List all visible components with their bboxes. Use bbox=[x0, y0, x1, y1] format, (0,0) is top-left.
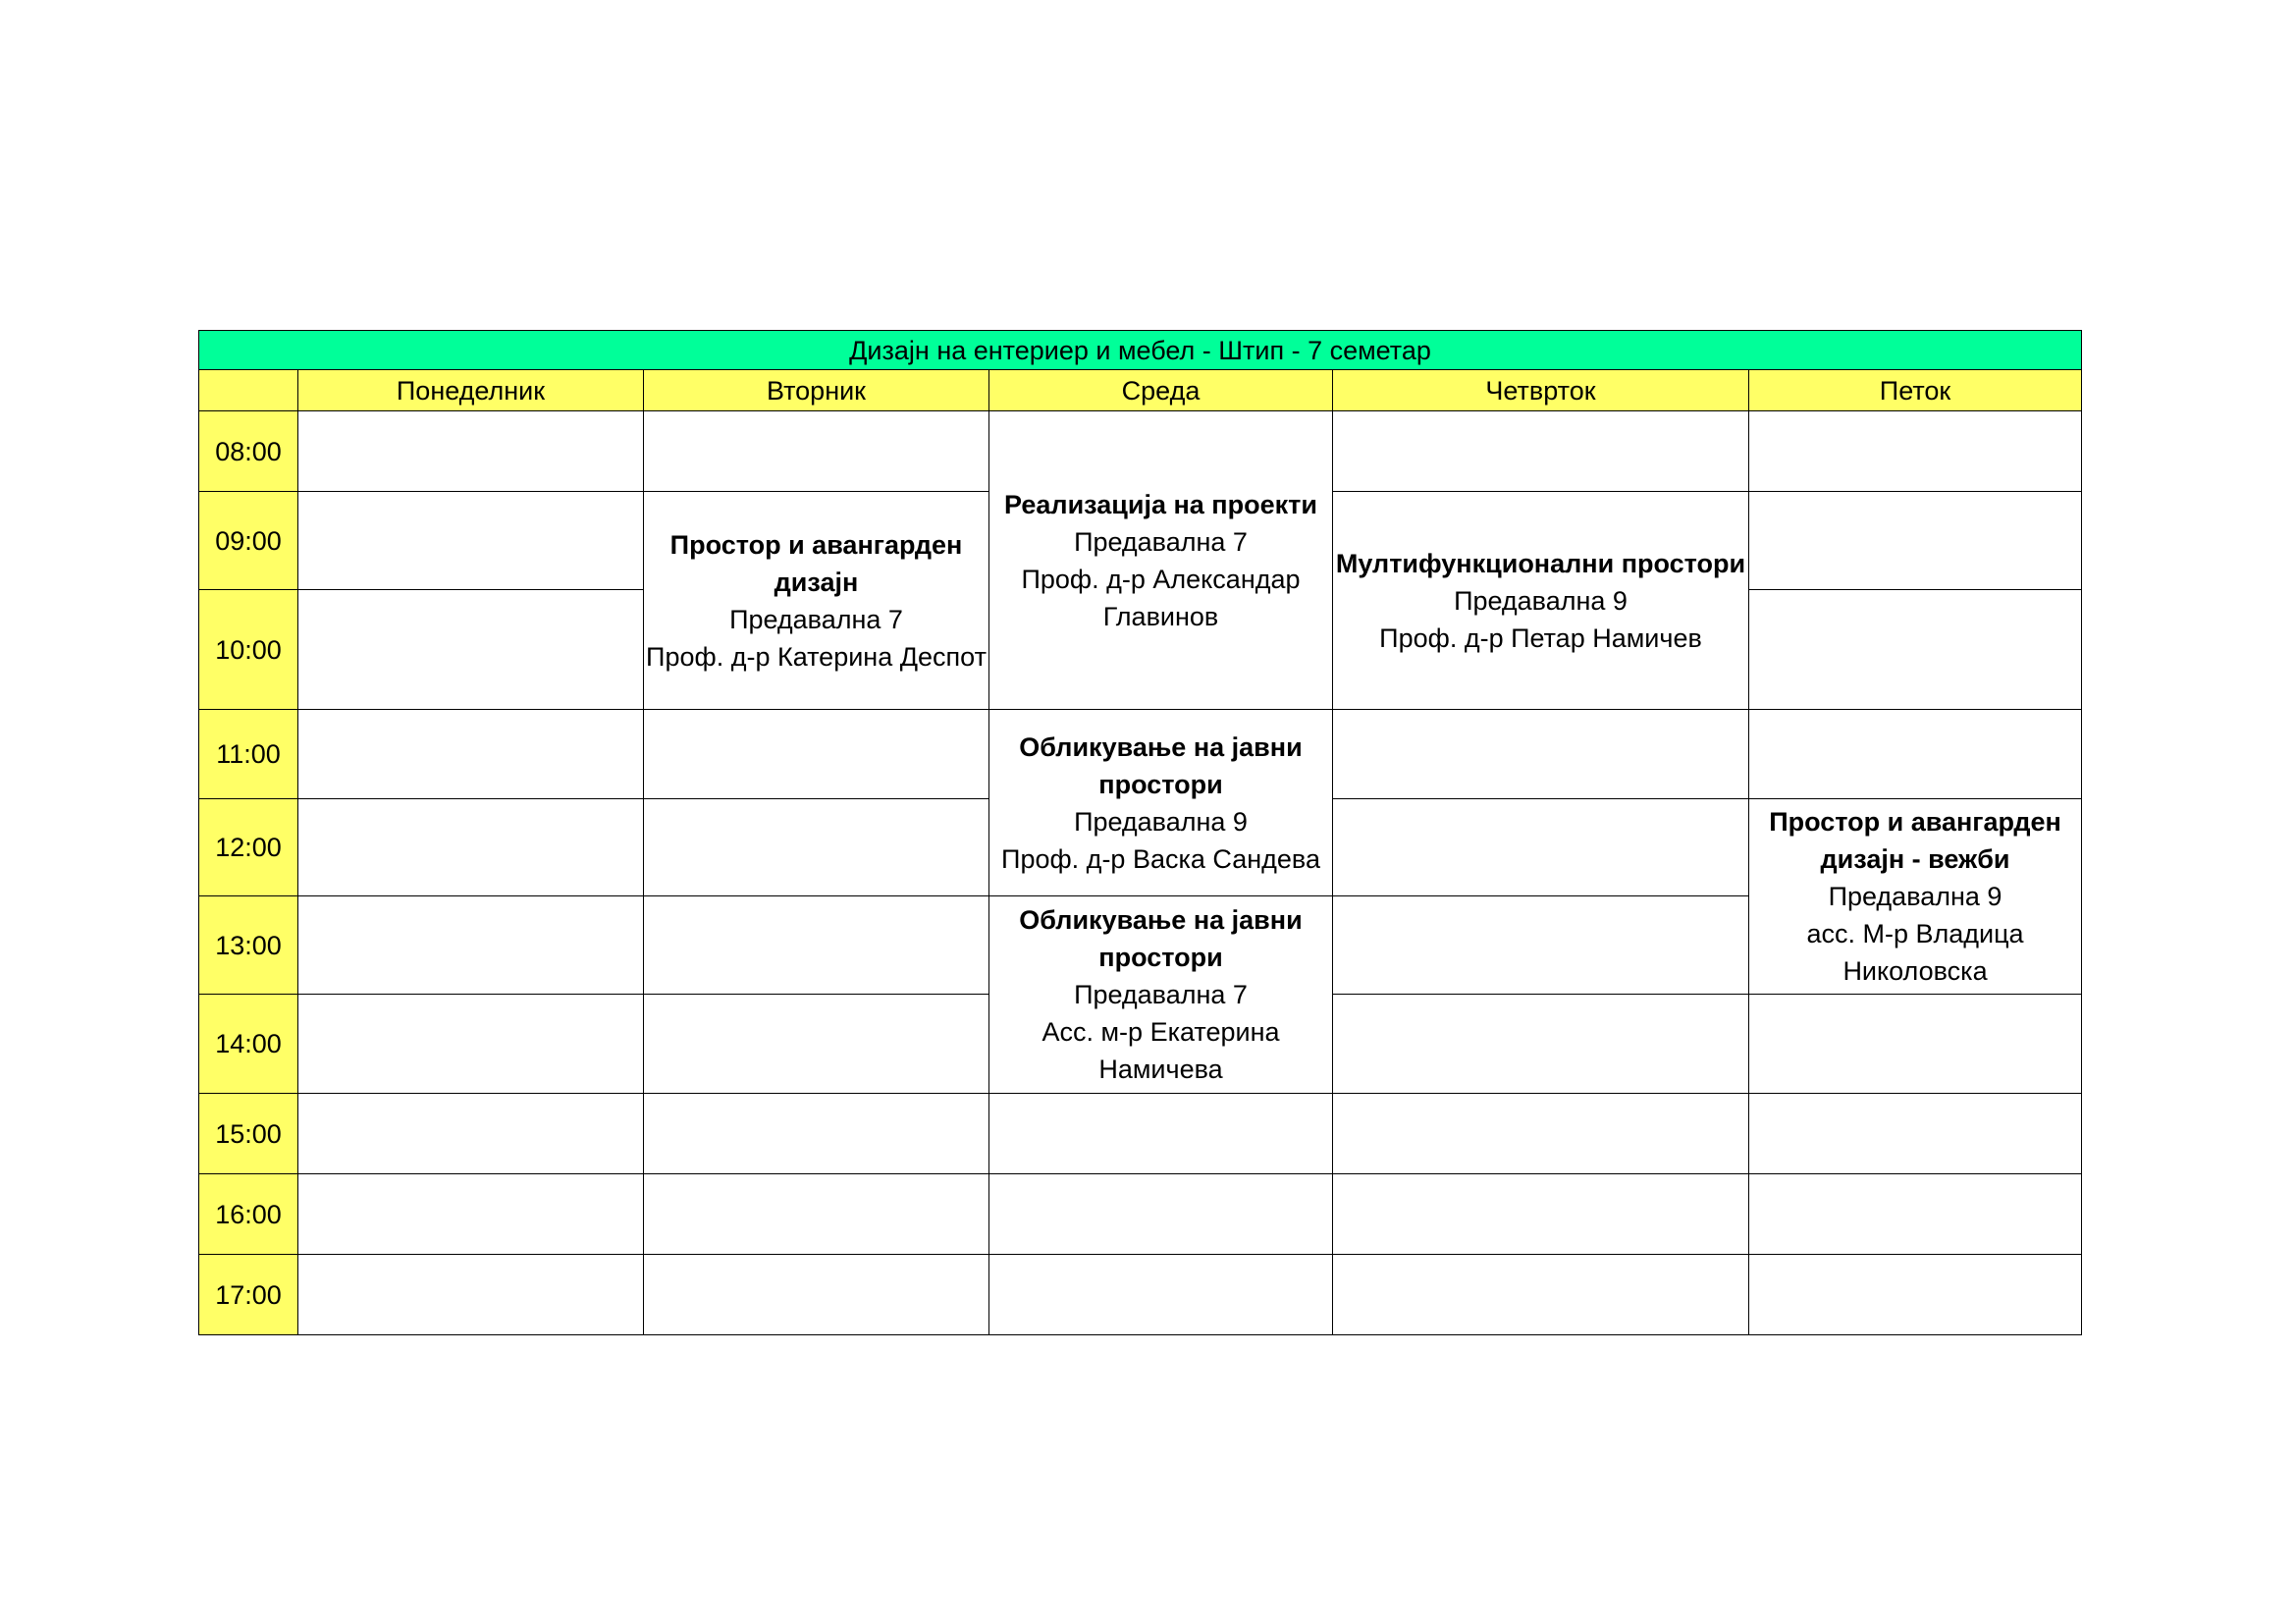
day-header-tuesday: Вторник bbox=[644, 370, 989, 411]
time-cell: 15:00 bbox=[199, 1094, 298, 1174]
empty-slot bbox=[989, 1255, 1333, 1335]
empty-slot bbox=[989, 1094, 1333, 1174]
empty-slot bbox=[1749, 1174, 2082, 1255]
time-cell: 13:00 bbox=[199, 896, 298, 995]
header-row bbox=[199, 370, 2082, 411]
empty-slot bbox=[298, 995, 644, 1094]
empty-slot bbox=[1749, 411, 2082, 492]
course-title: Мултифункционални простори bbox=[1335, 548, 1746, 578]
title-row bbox=[199, 331, 2082, 370]
time-row bbox=[199, 710, 2082, 799]
empty-slot bbox=[298, 710, 644, 799]
empty-slot bbox=[1333, 1174, 1749, 1255]
time-cell: 11:00 bbox=[199, 710, 298, 799]
empty-slot bbox=[298, 411, 644, 492]
time-cell: 14:00 bbox=[199, 995, 298, 1094]
day-header-thursday: Четврток bbox=[1333, 370, 1749, 411]
day-header-monday: Понеделник bbox=[298, 370, 644, 411]
time-cell: 17:00 bbox=[199, 1255, 298, 1335]
empty-slot bbox=[644, 1174, 989, 1255]
course-room: Предавална 7 bbox=[1074, 980, 1248, 1009]
course-lecturer: Проф. д-р Александар Главинов bbox=[1021, 564, 1301, 631]
schedule-table bbox=[198, 330, 2082, 1335]
course-cell-oblikuvanje-2 bbox=[989, 896, 1333, 1094]
time-cell: 12:00 bbox=[199, 799, 298, 896]
empty-slot bbox=[298, 590, 644, 710]
empty-slot bbox=[644, 896, 989, 995]
course-room: Предавална 7 bbox=[1074, 526, 1248, 557]
time-cell: 08:00 bbox=[199, 411, 298, 492]
empty-slot bbox=[1749, 995, 2082, 1094]
course-room: Предавална 7 bbox=[729, 604, 903, 634]
empty-slot bbox=[298, 799, 644, 896]
course-lecturer: Асс. м-р Екатерина Намичева bbox=[1041, 1017, 1280, 1084]
empty-slot bbox=[298, 1255, 644, 1335]
course-title: Реализација на проекти bbox=[1004, 489, 1317, 519]
empty-slot bbox=[1333, 411, 1749, 492]
empty-slot bbox=[1333, 710, 1749, 799]
header-corner-cell bbox=[199, 370, 298, 411]
time-row bbox=[199, 411, 2082, 492]
day-header-friday: Петок bbox=[1749, 370, 2082, 411]
empty-slot bbox=[1333, 995, 1749, 1094]
course-lecturer: Проф. д-р Петар Намичев bbox=[1379, 623, 1702, 653]
time-row bbox=[199, 1094, 2082, 1174]
course-room: Предавална 9 bbox=[1074, 806, 1248, 837]
course-title: Простор и авангарден дизајн bbox=[669, 529, 963, 597]
time-cell: 09:00 bbox=[199, 492, 298, 590]
empty-slot bbox=[1749, 1255, 2082, 1335]
time-row bbox=[199, 1174, 2082, 1255]
empty-slot bbox=[298, 1174, 644, 1255]
course-title: Обликување на јавни простори bbox=[1019, 731, 1303, 799]
empty-slot bbox=[989, 1174, 1333, 1255]
empty-slot bbox=[644, 1255, 989, 1335]
course-lecturer: асс. М-р Владица Николовска bbox=[1806, 919, 2024, 986]
empty-slot bbox=[1333, 1094, 1749, 1174]
empty-slot bbox=[1749, 492, 2082, 590]
empty-slot bbox=[1333, 799, 1749, 896]
empty-slot bbox=[644, 710, 989, 799]
empty-slot bbox=[1749, 710, 2082, 799]
empty-slot bbox=[644, 799, 989, 896]
empty-slot bbox=[644, 1094, 989, 1174]
empty-slot bbox=[644, 411, 989, 492]
time-cell: 10:00 bbox=[199, 590, 298, 710]
course-lecturer: Проф. д-р Васка Сандева bbox=[1001, 843, 1320, 874]
empty-slot bbox=[298, 1094, 644, 1174]
course-cell-multifunkcionalni bbox=[1333, 492, 1749, 710]
empty-slot bbox=[298, 492, 644, 590]
course-title: Простор и авангарден дизајн - вежби bbox=[1769, 807, 2061, 874]
empty-slot bbox=[1749, 590, 2082, 710]
course-room: Предавална 9 bbox=[1454, 585, 1628, 616]
course-cell-oblikuvanje-1 bbox=[989, 710, 1333, 896]
time-cell: 16:00 bbox=[199, 1174, 298, 1255]
course-cell-prostor bbox=[644, 492, 989, 710]
empty-slot bbox=[1333, 1255, 1749, 1335]
course-title: Обликување на јавни простори bbox=[1019, 905, 1303, 972]
course-cell-realizacija bbox=[989, 411, 1333, 710]
time-row bbox=[199, 1255, 2082, 1335]
course-cell-prostor-vezbi bbox=[1749, 799, 2082, 995]
empty-slot bbox=[644, 995, 989, 1094]
course-room: Предавална 9 bbox=[1828, 882, 2002, 911]
schedule-title: Дизајн на ентериер и мебел - Штип - 7 семетар bbox=[199, 331, 2082, 370]
empty-slot bbox=[1749, 1094, 2082, 1174]
empty-slot bbox=[298, 896, 644, 995]
course-lecturer: Проф. д-р Катерина Деспот bbox=[646, 641, 987, 672]
day-header-wednesday: Среда bbox=[989, 370, 1333, 411]
empty-slot bbox=[1333, 896, 1749, 995]
